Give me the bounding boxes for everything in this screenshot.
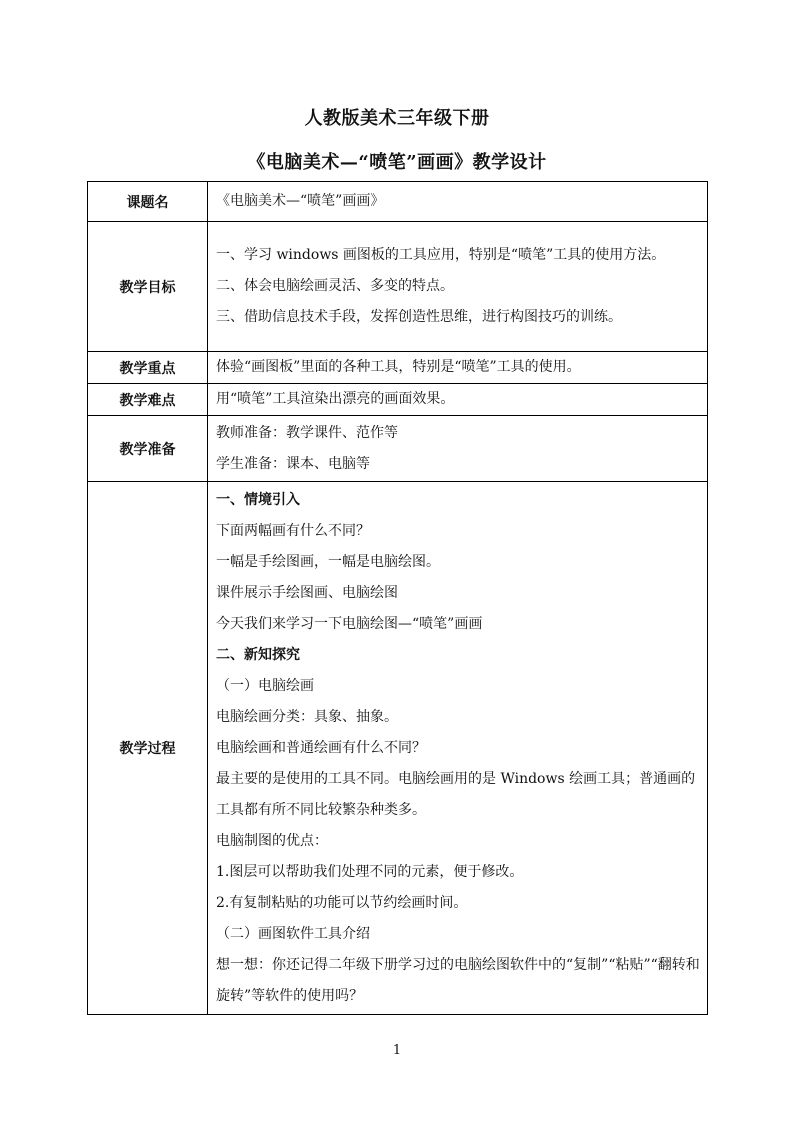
- preparation-teacher: 教师准备：教学课件、范作等: [216, 424, 398, 441]
- process-line: 1.图层可以帮助我们处理不同的元素，便于修改。: [216, 863, 524, 880]
- process-subheading-tools: （二）画图软件工具介绍: [216, 925, 370, 942]
- row-label-topic: 课题名: [88, 182, 208, 222]
- table-row-process: [88, 482, 708, 1015]
- process-line: 一幅是手绘图画，一幅是电脑绘图。: [216, 553, 440, 570]
- table-row-difficulties: [88, 384, 708, 416]
- row-content-process: [208, 482, 708, 1015]
- difficulties-text: 用“喷笔”工具渲染出漂亮的画面效果。: [216, 391, 455, 407]
- process-line: 今天我们来学习一下电脑绘图—“喷笔”画画: [216, 615, 483, 632]
- row-content-goals: [208, 222, 708, 352]
- row-label-preparation: 教学准备: [88, 416, 208, 482]
- table-row-key-points: [88, 352, 708, 384]
- goal-item-3: 三、借助信息技术手段，发挥创造性思维，进行构图技巧的训练。: [216, 309, 622, 325]
- goal-item-2: 二、体会电脑绘画灵活、多变的特点。: [216, 278, 454, 294]
- row-label-key-points: 教学重点: [88, 352, 208, 384]
- row-content-key-points: [208, 352, 708, 384]
- lesson-plan-table: [87, 181, 708, 1015]
- page-number: 1: [392, 1043, 402, 1058]
- table-row-preparation: [88, 416, 708, 482]
- process-line: 下面两幅画有什么不同？: [216, 522, 370, 539]
- process-line: 想一想：你还记得二年级下册学习过的电脑绘图软件中的“复制”“粘贴”“翻转和旋转”等软件的使用吗？: [216, 956, 700, 1004]
- goal-item-1: 一、学习 windows 画图板的工具应用，特别是“喷笔”工具的使用方法。: [216, 247, 666, 263]
- row-content-difficulties: [208, 384, 708, 416]
- document-title: 人教版美术三年级下册: [304, 108, 490, 129]
- row-label-difficulties: 教学难点: [88, 384, 208, 416]
- row-content-topic: [208, 182, 708, 222]
- table-row-topic: [88, 182, 708, 222]
- process-line: 2.有复制粘贴的功能可以节约绘画时间。: [216, 894, 468, 911]
- preparation-student: 学生准备：课本、电脑等: [216, 455, 370, 472]
- lesson-title: 《电脑美术—“喷笔”画画》教学设计: [247, 152, 547, 173]
- process-line: 电脑绘画分类：具象、抽象。: [216, 708, 398, 725]
- process-line: 电脑绘画和普通绘画有什么不同？: [216, 739, 426, 756]
- row-label-process: 教学过程: [88, 482, 208, 1015]
- process-line: 电脑制图的优点：: [216, 832, 328, 849]
- process-line: 最主要的是使用的工具不同。电脑绘画用的是 Windows 绘画工具；普通画的工具都有所不同比较繁杂种类多。: [216, 770, 696, 818]
- process-heading-intro: 一、情境引入: [216, 491, 300, 508]
- key-points-text: 体验“画图板”里面的各种工具，特别是“喷笔”工具的使用。: [216, 359, 581, 375]
- process-heading-explore: 二、新知探究: [216, 646, 300, 663]
- table-row-goals: [88, 222, 708, 352]
- topic-text: 《电脑美术—“喷笔”画画》: [216, 193, 385, 209]
- process-line: 课件展示手绘图画、电脑绘图: [216, 584, 398, 601]
- row-label-goals: 教学目标: [88, 222, 208, 352]
- row-content-preparation: [208, 416, 708, 482]
- process-subheading-computer-painting: （一）电脑绘画: [216, 677, 314, 694]
